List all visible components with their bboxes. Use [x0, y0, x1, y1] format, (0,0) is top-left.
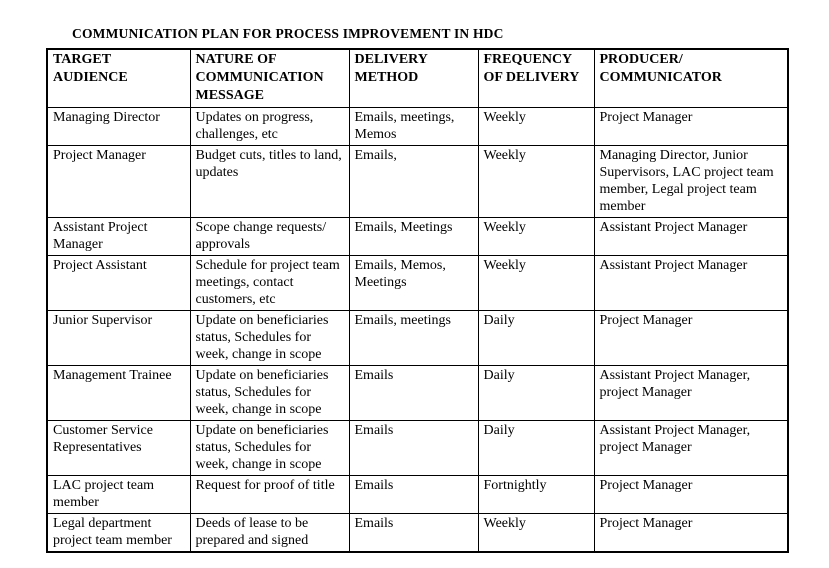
table-row: [47, 146, 788, 218]
cell-frequency: Fortnightly: [478, 476, 594, 514]
cell-message: Deeds of lease to be prepared and signed: [190, 514, 349, 553]
cell-target-audience: Project Manager: [47, 146, 190, 218]
cell-frequency: Daily: [478, 366, 594, 421]
header-frequency-of-delivery: FREQUENCY OF DELIVERY: [478, 49, 594, 108]
document-title: COMMUNICATION PLAN FOR PROCESS IMPROVEMENT IN HDC: [72, 26, 504, 41]
cell-frequency: Weekly: [478, 514, 594, 553]
cell-producer: Project Manager: [594, 108, 788, 146]
table-body: [47, 108, 788, 553]
cell-message: Update on beneficiaries status, Schedules for week, change in scope: [190, 311, 349, 366]
cell-frequency: Weekly: [478, 146, 594, 218]
cell-target-audience: Project Assistant: [47, 256, 190, 311]
cell-delivery-method: Emails: [349, 514, 478, 553]
cell-delivery-method: Emails: [349, 476, 478, 514]
communication-plan-table: [46, 48, 789, 553]
cell-delivery-method: Emails, Meetings: [349, 218, 478, 256]
table-row: [47, 218, 788, 256]
table-row: [47, 108, 788, 146]
cell-producer: Assistant Project Manager, project Manager: [594, 366, 788, 421]
cell-delivery-method: Emails,: [349, 146, 478, 218]
table-row: [47, 421, 788, 476]
cell-producer: Assistant Project Manager: [594, 218, 788, 256]
cell-frequency: Weekly: [478, 218, 594, 256]
cell-target-audience: LAC project team member: [47, 476, 190, 514]
header-target-audience: TARGET AUDIENCE: [47, 49, 190, 108]
cell-message: Update on beneficiaries status, Schedules for week, change in scope: [190, 366, 349, 421]
cell-delivery-method: Emails, Memos, Meetings: [349, 256, 478, 311]
table-row: [47, 514, 788, 553]
cell-frequency: Weekly: [478, 108, 594, 146]
table-row: [47, 366, 788, 421]
cell-frequency: Weekly: [478, 256, 594, 311]
cell-producer: Project Manager: [594, 311, 788, 366]
header-delivery-method: DELIVERY METHOD: [349, 49, 478, 108]
cell-delivery-method: Emails, meetings, Memos: [349, 108, 478, 146]
cell-message: Scope change requests/ approvals: [190, 218, 349, 256]
cell-producer: Project Manager: [594, 514, 788, 553]
cell-message: Budget cuts, titles to land, updates: [190, 146, 349, 218]
cell-message: Update on beneficiaries status, Schedules for week, change in scope: [190, 421, 349, 476]
cell-delivery-method: Emails: [349, 366, 478, 421]
table-row: [47, 311, 788, 366]
cell-producer: Project Manager: [594, 476, 788, 514]
cell-message: Schedule for project team meetings, contact customers, etc: [190, 256, 349, 311]
cell-frequency: Daily: [478, 311, 594, 366]
table-header: [47, 49, 788, 108]
cell-target-audience: Customer Service Representatives: [47, 421, 190, 476]
cell-message: Request for proof of title: [190, 476, 349, 514]
cell-frequency: Daily: [478, 421, 594, 476]
cell-producer: Assistant Project Manager, project Manager: [594, 421, 788, 476]
cell-delivery-method: Emails: [349, 421, 478, 476]
cell-target-audience: Management Trainee: [47, 366, 190, 421]
cell-delivery-method: Emails, meetings: [349, 311, 478, 366]
cell-target-audience: Assistant Project Manager: [47, 218, 190, 256]
cell-producer: Assistant Project Manager: [594, 256, 788, 311]
cell-target-audience: Managing Director: [47, 108, 190, 146]
cell-target-audience: Legal department project team member: [47, 514, 190, 553]
header-producer-communicator: PRODUCER/ COMMUNICATOR: [594, 49, 788, 108]
table-row: [47, 256, 788, 311]
cell-producer: Managing Director, Junior Supervisors, LAC project team member, Legal project team member: [594, 146, 788, 218]
table-row: [47, 476, 788, 514]
header-row: [47, 49, 788, 108]
header-nature-of-message: NATURE OF COMMUNICATION MESSAGE: [190, 49, 349, 108]
cell-message: Updates on progress, challenges, etc: [190, 108, 349, 146]
cell-target-audience: Junior Supervisor: [47, 311, 190, 366]
